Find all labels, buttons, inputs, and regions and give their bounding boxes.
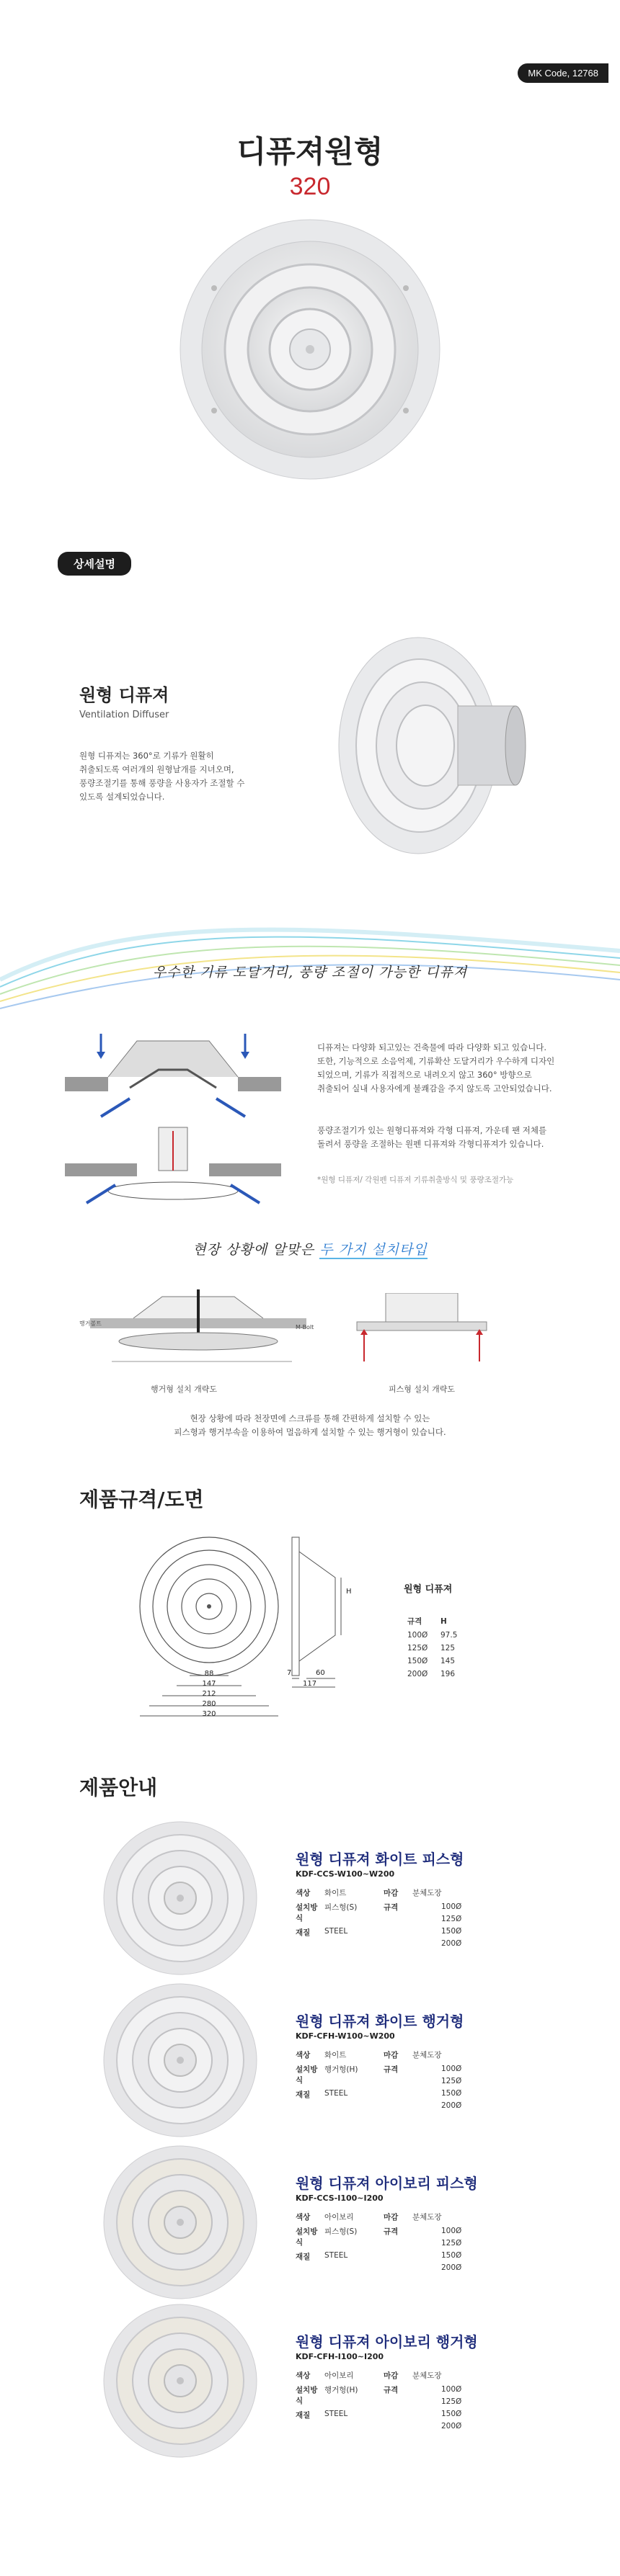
table-row	[407, 1642, 461, 1655]
product-material-label: 재질	[296, 2253, 311, 2261]
install-heading-em: 두 가지 설치타입	[319, 1242, 428, 1258]
intro-body	[79, 749, 296, 804]
product-spec-grid	[296, 2370, 442, 2424]
table-row	[407, 1668, 461, 1681]
spec-table-title: 원형 디퓨져	[404, 1584, 453, 1595]
product-spec-grid	[296, 1887, 442, 1941]
piece-install-diagram	[350, 1293, 494, 1365]
product-install: 피스형(S)	[324, 2227, 358, 2236]
product-size: 150Ø	[441, 2410, 462, 2418]
product-image	[101, 1819, 260, 1977]
product-size: 150Ø	[441, 2089, 462, 2098]
products-heading: 제품안내	[79, 1776, 158, 1799]
product-size: 200Ø	[441, 2422, 462, 2430]
dim-h: H	[346, 1588, 352, 1596]
product-size-list	[441, 2063, 461, 2112]
intro-title: 원형 디퓨져	[79, 685, 169, 705]
feature-line: 풍량조절기가 있는 원형디퓨져와 각형 디퓨져, 가운데 팬 저체를	[317, 1125, 547, 1135]
product-material: STEEL	[324, 1927, 348, 1936]
product-size: 200Ø	[441, 2101, 462, 2110]
intro-line: 취출되도록 여러개의 원형날개를 지녀오며,	[79, 764, 234, 774]
table-row	[407, 1629, 461, 1642]
hanger-tag: 행거볼트	[79, 1320, 102, 1327]
product-size-label: 규격	[384, 2227, 399, 2236]
hanger-install-label: 행거형 설치 개략도	[150, 1385, 217, 1394]
feature-paragraph-1	[317, 1041, 606, 1096]
feature-paragraph-2	[317, 1124, 606, 1151]
spec-cell: 125	[440, 1644, 456, 1653]
product-install-label: 설치방식	[296, 2227, 318, 2247]
product-code: KDF-CCS-I100~I200	[296, 2193, 384, 2203]
intro-line: 있도록 설계되었습니다.	[79, 792, 165, 802]
spec-heading: 제품규격/도면	[79, 1488, 204, 1511]
product-size: 125Ø	[441, 2397, 462, 2406]
feature-note: *원형 디퓨져/ 각원펜 디퓨져 기류취출방식 및 풍량조절가능	[317, 1176, 514, 1184]
product-size-list	[441, 2384, 461, 2433]
dim-117: 117	[303, 1680, 317, 1688]
product-image	[101, 2302, 260, 2460]
product-image	[101, 1981, 260, 2139]
diffuser-hero-image	[177, 216, 443, 483]
dim-212: 212	[202, 1690, 216, 1698]
product-spec-grid	[296, 2049, 442, 2103]
product-size: 125Ø	[441, 1915, 462, 1923]
product-install: 피스형(S)	[324, 1903, 358, 1912]
product-title: 원형 디퓨져 아이보리 피스형	[296, 2175, 478, 2192]
product-size-list	[441, 1901, 461, 1950]
product-size: 100Ø	[441, 1902, 462, 1911]
product-finish: 분체도장	[412, 1889, 442, 1897]
product-size: 100Ø	[441, 2227, 462, 2235]
dim-7: 7	[287, 1669, 292, 1677]
product-finish-label: 마감	[384, 2051, 399, 2060]
product-color-label: 색상	[296, 2213, 311, 2222]
product-title: 원형 디퓨져 화이트 피스형	[296, 1851, 464, 1868]
product-material: STEEL	[324, 2089, 348, 2098]
mk-code-badge: MK Code, 12768	[518, 63, 608, 83]
product-install-label: 설치방식	[296, 2386, 318, 2405]
hanger-install-diagram	[83, 1289, 314, 1376]
product-material-label: 재질	[296, 2411, 311, 2420]
spec-side-drawing	[285, 1534, 357, 1689]
product-finish-label: 마감	[384, 2371, 399, 2380]
airflow-diagram	[58, 1019, 296, 1214]
spec-cell: 125Ø	[407, 1644, 428, 1653]
diffuser-side-image	[332, 627, 533, 857]
spec-cell: 97.5	[440, 1631, 458, 1640]
table-row	[407, 1655, 461, 1668]
product-install-label: 설치방식	[296, 1903, 318, 1923]
spec-cell: 150Ø	[407, 1657, 428, 1665]
dim-147: 147	[202, 1680, 216, 1688]
product-code: KDF-CFH-W100~W200	[296, 2031, 395, 2041]
product-color: 화이트	[324, 1889, 347, 1897]
spec-col-h: H	[440, 1616, 447, 1626]
dim-320: 320	[202, 1710, 216, 1718]
intro-subtitle: Ventilation Diffuser	[79, 710, 169, 720]
intro-line: 풍량조절기를 통해 풍량을 사용자가 조절할 수	[79, 778, 245, 788]
product-material: STEEL	[324, 2410, 348, 2418]
product-size: 200Ø	[441, 1939, 462, 1948]
product-color: 아이보리	[324, 2371, 354, 2380]
piece-install-label: 피스형 설치 개략도	[388, 1385, 455, 1394]
spec-cell: 196	[440, 1670, 456, 1678]
feature-line: 또한, 기능적으로 소음억제, 기류확산 도달거리가 우수하게 디자인	[317, 1056, 555, 1066]
spec-table	[407, 1614, 461, 1681]
product-material: STEEL	[324, 2251, 348, 2260]
product-install-label: 설치방식	[296, 2065, 318, 2085]
dim-280: 280	[202, 1700, 216, 1708]
product-size: 150Ø	[441, 1927, 462, 1936]
feature-line: 돌려서 풍량을 조절하는 원펜 디퓨져와 각형디퓨져가 있습니다.	[317, 1139, 544, 1149]
install-desc-line: 현장 상황에 따라 천장면에 스크류를 통해 간편하게 설치할 수 있는	[190, 1413, 430, 1423]
banner-slogan: 우수한 기류 도달거리, 풍량 조절이 가능한 디퓨져	[152, 965, 468, 980]
install-desc	[0, 1412, 620, 1439]
product-size: 125Ø	[441, 2077, 462, 2085]
product-image	[101, 2143, 260, 2302]
product-material-label: 재질	[296, 2090, 311, 2099]
product-spec-grid	[296, 2211, 442, 2266]
product-finish-label: 마감	[384, 1889, 399, 1897]
spec-col-size: 규격	[407, 1617, 422, 1626]
product-material-label: 재질	[296, 1928, 311, 1937]
product-color-label: 색상	[296, 2051, 311, 2060]
product-title: 원형 디퓨져 아이보리 행거형	[296, 2333, 478, 2351]
dim-60: 60	[316, 1669, 325, 1677]
product-size-list	[441, 2225, 461, 2274]
product-size: 100Ø	[441, 2065, 462, 2073]
product-color-label: 색상	[296, 2371, 311, 2380]
dim-88: 88	[204, 1670, 214, 1678]
product-finish: 분체도장	[412, 2213, 442, 2222]
intro-line: 원형 디퓨져는 360°로 기류가 원활히	[79, 751, 214, 761]
feature-line: 디퓨져는 다양화 되고있는 건축물에 따라 다양화 되고 있습니다.	[317, 1042, 547, 1052]
product-size-label: 규격	[384, 2386, 399, 2394]
product-install: 행거형(H)	[324, 2065, 358, 2074]
product-code: KDF-CCS-W100~W200	[296, 1869, 395, 1879]
product-color-label: 색상	[296, 1889, 311, 1897]
product-install: 행거형(H)	[324, 2386, 358, 2394]
product-finish: 분체도장	[412, 2051, 442, 2060]
install-heading	[0, 1239, 620, 1258]
product-finish-label: 마감	[384, 2213, 399, 2222]
product-title: 원형 디퓨져 화이트 행거형	[296, 2013, 464, 2030]
install-desc-line: 피스형과 행거부속을 이용하여 멀음하게 설치할 수 있는 행거형이 있습니다.	[174, 1427, 446, 1437]
product-color: 화이트	[324, 2051, 347, 2060]
feature-line: 취출되어 실내 사용자에게 불쾌감을 주지 않도록 고안되었습니다.	[317, 1083, 552, 1094]
install-heading-pre: 현장 상황에 알맞은	[192, 1242, 320, 1258]
spec-cell: 200Ø	[407, 1670, 428, 1678]
spec-cell: 100Ø	[407, 1631, 428, 1640]
page-title: 디퓨져원형	[236, 134, 384, 169]
product-size: 125Ø	[441, 2239, 462, 2248]
section-detail-pill: 상세설명	[58, 552, 131, 576]
product-size: 150Ø	[441, 2251, 462, 2260]
product-size-label: 규격	[384, 2065, 399, 2074]
feature-line: 되었으며, 기류가 직접적으로 내려오지 않고 360° 방향으로	[317, 1070, 532, 1080]
spec-cell: 145	[440, 1657, 456, 1665]
product-code: KDF-CFH-I100~I200	[296, 2352, 384, 2361]
product-size-label: 규격	[384, 1903, 399, 1912]
m-bolt-tag: M-Bolt	[296, 1324, 314, 1331]
product-size: 100Ø	[441, 2385, 462, 2394]
product-color: 아이보리	[324, 2213, 354, 2222]
page-subtitle: 320	[289, 173, 331, 200]
product-size: 200Ø	[441, 2263, 462, 2272]
product-finish: 분체도장	[412, 2371, 442, 2380]
